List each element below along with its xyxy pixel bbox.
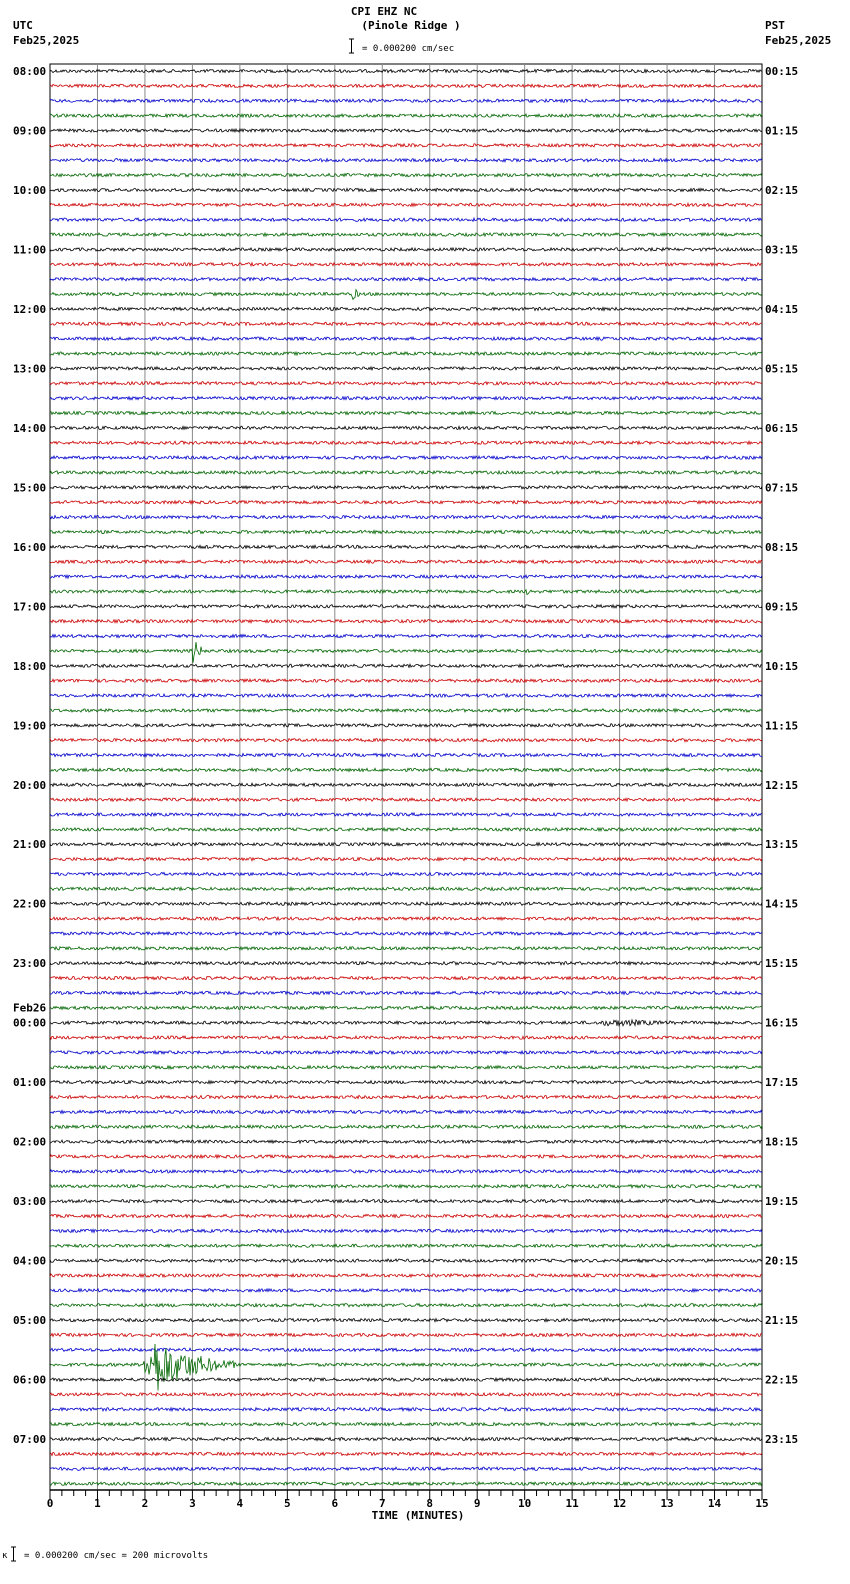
trace-line bbox=[50, 114, 762, 117]
trace-line bbox=[50, 1244, 762, 1247]
trace-line bbox=[50, 188, 762, 191]
utc-hour-label: 11:00 bbox=[13, 243, 47, 257]
utc-hour-label: 02:00 bbox=[13, 1135, 47, 1149]
utc-hour-label: 03:00 bbox=[13, 1195, 47, 1209]
trace-line bbox=[50, 1408, 762, 1411]
trace-line bbox=[50, 397, 762, 400]
trace-line bbox=[50, 679, 762, 682]
trace-line bbox=[50, 516, 762, 519]
x-tick-label: 13 bbox=[660, 1497, 674, 1510]
trace-line bbox=[50, 724, 762, 727]
utc-hour-label: 01:00 bbox=[13, 1076, 47, 1090]
pst-hour-label: 19:15 bbox=[765, 1195, 799, 1209]
trace-line bbox=[50, 1467, 762, 1470]
trace-line bbox=[50, 1110, 762, 1113]
x-tick-label: 7 bbox=[378, 1497, 386, 1510]
trace-line bbox=[50, 798, 762, 801]
pst-hour-label: 21:15 bbox=[765, 1314, 799, 1328]
trace-line bbox=[50, 1304, 762, 1307]
trace-line bbox=[50, 872, 762, 875]
trace-line bbox=[50, 1081, 762, 1084]
trace-line bbox=[50, 1036, 762, 1039]
utc-hour-label: 19:00 bbox=[13, 719, 47, 733]
trace-line bbox=[50, 263, 762, 266]
trace-line bbox=[50, 84, 762, 87]
trace-line bbox=[50, 545, 762, 548]
trace-line bbox=[50, 1006, 762, 1009]
trace-line bbox=[50, 203, 762, 206]
trace-line bbox=[50, 1333, 762, 1336]
pst-hour-label: 23:15 bbox=[765, 1433, 799, 1447]
trace-line bbox=[50, 753, 762, 756]
trace-line bbox=[50, 1125, 762, 1128]
utc-hour-label: 17:00 bbox=[13, 600, 47, 614]
utc-hour-label: 23:00 bbox=[13, 957, 47, 971]
trace-line bbox=[50, 887, 762, 890]
pst-hour-label: 14:15 bbox=[765, 897, 799, 911]
x-tick-label: 15 bbox=[755, 1497, 769, 1510]
trace-line bbox=[50, 1259, 762, 1262]
trace-line bbox=[50, 858, 762, 861]
x-tick-label: 5 bbox=[284, 1497, 291, 1510]
utc-hour-label: 16:00 bbox=[13, 540, 47, 554]
trace-line bbox=[50, 99, 762, 102]
trace-line bbox=[50, 1140, 762, 1143]
trace-line bbox=[50, 977, 762, 980]
trace-line bbox=[50, 962, 762, 965]
right-date: Feb25,2025 bbox=[765, 34, 832, 47]
trace-line bbox=[50, 709, 762, 712]
x-tick-label: 10 bbox=[518, 1497, 532, 1510]
trace-line bbox=[50, 620, 762, 623]
pst-hour-label: 22:15 bbox=[765, 1373, 799, 1387]
trace-line bbox=[50, 664, 762, 667]
trace-line bbox=[50, 456, 762, 459]
trace-line bbox=[50, 322, 762, 325]
utc-hour-label: 22:00 bbox=[13, 897, 47, 911]
pst-hour-label: 07:15 bbox=[765, 481, 799, 495]
trace-line bbox=[50, 290, 762, 300]
utc-hour-label: 12:00 bbox=[13, 302, 47, 316]
trace-line bbox=[50, 337, 762, 340]
utc-hour-label: 05:00 bbox=[13, 1314, 47, 1328]
x-tick-label: 11 bbox=[565, 1497, 579, 1510]
right-timezone: PST bbox=[765, 19, 785, 32]
pst-hour-label: 12:15 bbox=[765, 778, 799, 792]
utc-hour-label: 09:00 bbox=[13, 124, 47, 138]
trace-line bbox=[50, 218, 762, 221]
pst-hour-label: 20:15 bbox=[765, 1254, 799, 1268]
utc-hour-label: 15:00 bbox=[13, 481, 47, 495]
utc-hour-label: 18:00 bbox=[13, 659, 47, 673]
x-tick-label: 0 bbox=[46, 1497, 54, 1510]
trace-line bbox=[50, 1200, 762, 1203]
trace-line bbox=[50, 1066, 762, 1069]
trace-line bbox=[50, 159, 762, 162]
pst-hour-label: 10:15 bbox=[765, 659, 799, 673]
pst-hour-label: 04:15 bbox=[765, 302, 799, 316]
trace-line bbox=[50, 768, 762, 771]
pst-hour-label: 15:15 bbox=[765, 957, 799, 971]
trace-line bbox=[50, 1423, 762, 1426]
trace-line bbox=[50, 233, 762, 236]
pst-hour-label: 05:15 bbox=[765, 362, 799, 376]
utc-hour-label: 00:00 bbox=[13, 1016, 47, 1030]
trace-line bbox=[50, 1155, 762, 1158]
trace-line bbox=[50, 367, 762, 370]
trace-line bbox=[50, 352, 762, 355]
footer-scale-label: = 0.000200 cm/sec = 200 microvolts bbox=[24, 1551, 209, 1561]
trace-line bbox=[50, 411, 762, 414]
trace-line bbox=[50, 486, 762, 489]
trace-line bbox=[50, 1274, 762, 1277]
trace-line bbox=[50, 739, 762, 742]
trace-line bbox=[50, 248, 762, 251]
trace-line bbox=[50, 471, 762, 474]
pst-hour-label: 09:15 bbox=[765, 600, 799, 614]
pst-hour-label: 13:15 bbox=[765, 838, 799, 852]
x-tick-label: 3 bbox=[189, 1497, 196, 1510]
x-tick-label: 4 bbox=[236, 1497, 244, 1510]
trace-line bbox=[50, 1185, 762, 1188]
trace-line bbox=[50, 144, 762, 147]
trace-line bbox=[50, 783, 762, 786]
trace-line bbox=[50, 1020, 762, 1026]
trace-line bbox=[50, 932, 762, 935]
trace-line bbox=[50, 813, 762, 816]
trace-line bbox=[50, 129, 762, 132]
trace-line bbox=[50, 991, 762, 994]
trace-line bbox=[50, 1319, 762, 1322]
trace-line bbox=[50, 1289, 762, 1292]
trace-line bbox=[50, 1051, 762, 1054]
trace-line bbox=[50, 382, 762, 385]
trace-line bbox=[50, 1170, 762, 1173]
trace-line bbox=[50, 605, 762, 608]
trace-line bbox=[50, 917, 762, 920]
pst-hour-label: 06:15 bbox=[765, 421, 799, 435]
utc-hour-label: 08:00 bbox=[13, 65, 47, 78]
footer-mark: ĸ bbox=[2, 1551, 8, 1561]
x-axis-label: TIME (MINUTES) bbox=[371, 1509, 465, 1522]
x-tick-label: 8 bbox=[426, 1497, 434, 1510]
utc-hour-label: 21:00 bbox=[13, 838, 47, 852]
x-tick-label: 6 bbox=[331, 1497, 339, 1510]
trace-line bbox=[50, 426, 762, 429]
trace-line bbox=[50, 843, 762, 846]
x-tick-label: 1 bbox=[94, 1497, 101, 1510]
trace-line bbox=[50, 530, 762, 533]
trace-line bbox=[50, 1095, 762, 1098]
x-tick-label: 12 bbox=[612, 1497, 627, 1510]
chart-title: CPI EHZ NC bbox=[350, 5, 418, 18]
utc-hour-label: 13:00 bbox=[13, 362, 47, 376]
trace-line bbox=[50, 642, 762, 663]
x-tick-label: 2 bbox=[141, 1497, 149, 1510]
trace-line bbox=[50, 1482, 762, 1485]
utc-hour-label: 20:00 bbox=[13, 778, 47, 792]
trace-line bbox=[50, 1437, 762, 1440]
pst-hour-label: 11:15 bbox=[765, 719, 799, 733]
trace-line bbox=[50, 902, 762, 905]
pst-hour-label: 08:15 bbox=[765, 540, 799, 554]
utc-hour-label: 07:00 bbox=[13, 1433, 47, 1447]
pst-hour-label: 00:15 bbox=[765, 65, 799, 78]
pst-hour-label: 17:15 bbox=[765, 1076, 799, 1090]
trace-line bbox=[50, 947, 762, 950]
date-change-label: Feb26 bbox=[13, 1001, 47, 1015]
scale-bar-icon bbox=[349, 39, 354, 53]
x-tick-label: 9 bbox=[473, 1497, 481, 1510]
left-timezone: UTC bbox=[13, 19, 33, 32]
scale-label: = 0.000200 cm/sec bbox=[362, 44, 455, 54]
pst-hour-label: 03:15 bbox=[765, 243, 799, 257]
trace-line bbox=[50, 69, 762, 72]
trace-line bbox=[50, 307, 762, 310]
utc-hour-label: 10:00 bbox=[13, 183, 47, 197]
left-date: Feb25,2025 bbox=[13, 34, 80, 47]
pst-hour-label: 02:15 bbox=[765, 183, 799, 197]
utc-hour-label: 06:00 bbox=[13, 1373, 47, 1387]
trace-line bbox=[50, 1393, 762, 1396]
pst-hour-label: 18:15 bbox=[765, 1135, 799, 1149]
x-tick-label: 14 bbox=[707, 1497, 722, 1510]
trace-line bbox=[50, 575, 762, 578]
footer-scale-bar-icon bbox=[11, 1547, 16, 1561]
utc-hour-label: 14:00 bbox=[13, 421, 47, 435]
trace-line bbox=[50, 278, 762, 281]
trace-line bbox=[50, 501, 762, 504]
trace-line bbox=[50, 694, 762, 697]
trace-line bbox=[50, 560, 762, 563]
trace-line bbox=[50, 174, 762, 177]
pst-hour-label: 16:15 bbox=[765, 1016, 799, 1030]
trace-line bbox=[50, 1452, 762, 1455]
trace-line bbox=[50, 828, 762, 831]
trace-line bbox=[50, 1229, 762, 1232]
trace-line bbox=[50, 635, 762, 638]
trace-line bbox=[50, 590, 762, 595]
trace-line bbox=[50, 1214, 762, 1217]
trace-line bbox=[50, 441, 762, 444]
station-subtitle: (Pinole Ridge ) bbox=[361, 19, 461, 32]
utc-hour-label: 04:00 bbox=[13, 1254, 47, 1268]
trace-line bbox=[50, 1344, 762, 1391]
trace-line bbox=[50, 1378, 762, 1381]
pst-hour-label: 01:15 bbox=[765, 124, 799, 138]
